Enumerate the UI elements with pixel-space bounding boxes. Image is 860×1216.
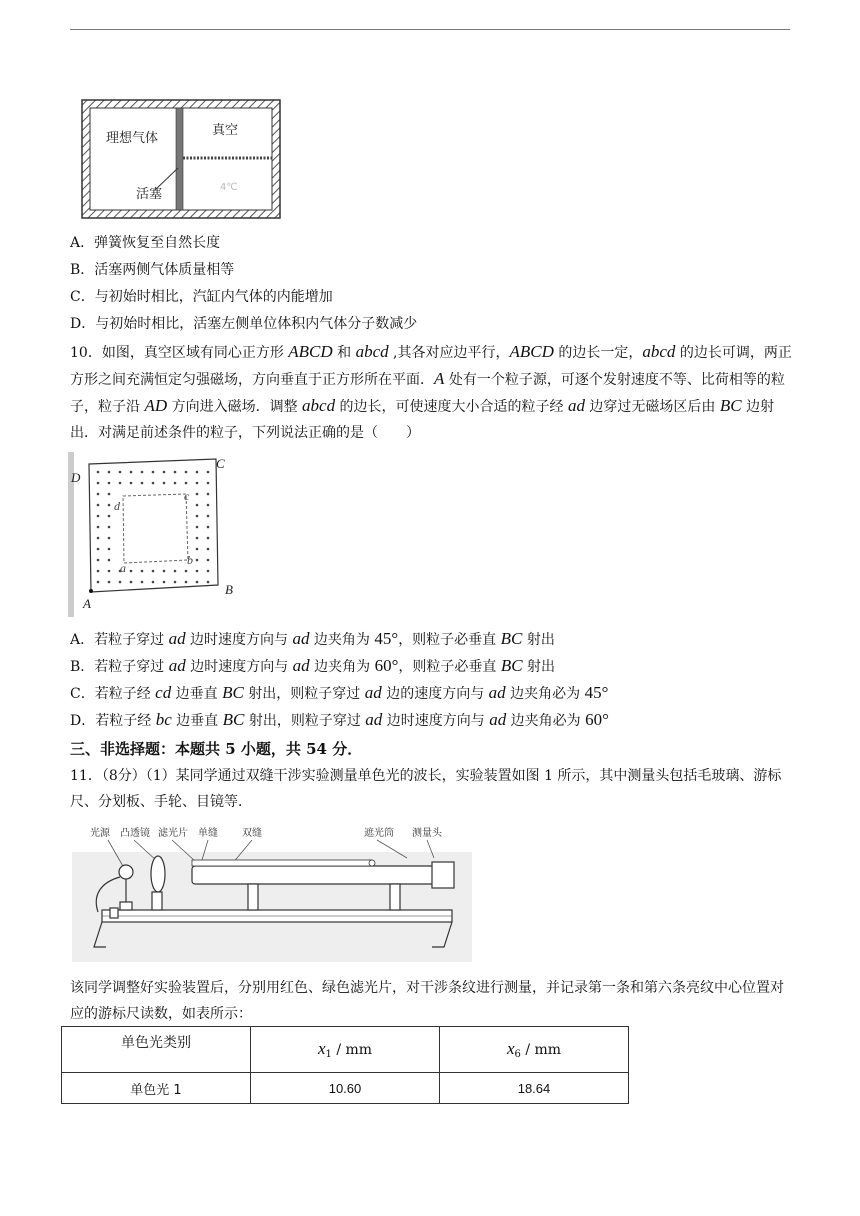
field-dot [207,471,210,474]
q9-option-c: C．与初始时相比，汽缸内气体的内能增加 [70,289,333,305]
field-dot [185,581,188,584]
field-dot [108,548,111,551]
field-dot [163,581,166,584]
header-rule [70,29,790,30]
field-dot [207,537,210,540]
field-dot [108,559,111,562]
label-measuring-head: 测量头 [412,828,442,839]
gas-cylinder-figure [80,98,285,223]
readings-table [61,1026,629,1104]
field-dot [108,482,111,485]
field-dot [108,537,111,540]
label-A: A [83,596,91,611]
vacuum-label: 真空 [212,123,239,138]
field-dot [97,559,100,562]
q11-table-intro: 该同学调整好实验装置后，分别用红色、绿色滤光片，对干涉条纹进行测量，并记录第一条和第六条亮纹中心位置对应的游标尺读数，如表所示： [70,980,784,1022]
label-b: b [187,553,193,567]
field-dot [185,570,188,573]
field-dot [196,559,199,562]
field-dot [130,482,133,485]
field-dot [108,493,111,496]
field-dot [97,482,100,485]
label-double-slit: 双缝 [242,828,262,839]
field-dot [108,570,111,573]
field-dot [196,504,199,507]
label-c: c [184,489,190,503]
field-dot [196,581,199,584]
field-dot [141,471,144,474]
gas-label: 理想气体 [106,131,159,146]
header-light-type: 单色光类别 [62,1027,251,1073]
field-dot [196,515,199,518]
double-slit-apparatus-figure [72,822,472,962]
field-dot [207,515,210,518]
label-filter: 滤光片 [158,828,188,839]
field-dot [108,471,111,474]
field-dot [207,559,210,562]
field-dot [163,482,166,485]
field-dot [97,581,100,584]
table-row [62,1073,629,1104]
field-dot [163,471,166,474]
field-dot [97,493,100,496]
field-dot [130,581,133,584]
field-dot [108,581,111,584]
field-dot [97,537,100,540]
field-dot [207,504,210,507]
field-dot [97,515,100,518]
field-dot [207,526,210,529]
field-dot [207,482,210,485]
field-dot [196,537,199,540]
field-dot [174,471,177,474]
field-dot [174,482,177,485]
header-x1: $x_1$ / mm [251,1027,440,1073]
field-dot [97,548,100,551]
field-dot [97,526,100,529]
q9-option-b: B．活塞两侧气体质量相等 [70,262,235,278]
q9-option-a: A．弹簧恢复至自然长度 [70,235,221,251]
field-dot [196,493,199,496]
label-C: C [216,456,225,471]
q10-option-d: D．若粒子经 bc 边垂直 BC 射出，则粒子穿过 ad 边时速度方向与 ad 边夹角必为 60° [70,710,609,729]
label-lens: 凸透镜 [120,828,150,839]
q9-option-d: D．与初始时相比，活塞左侧单位体积内气体分子数减少 [70,316,418,332]
field-dot [152,482,155,485]
field-dot [207,570,210,573]
q10-option-c: C．若粒子经 cd 边垂直 BC 射出，则粒子穿过 ad 边的速度方向与 ad 边夹角必为 45° [70,683,609,702]
field-dot [207,493,210,496]
field-dot [196,548,199,551]
field-dot [185,482,188,485]
field-dot [108,515,111,518]
field-dot [196,526,199,529]
field-dot [152,471,155,474]
field-dot [130,570,133,573]
field-dot [119,581,122,584]
label-light-source: 光源 [90,828,110,839]
field-dot [108,504,111,507]
field-dot [108,526,111,529]
q11-stem: 11．（8分）（1）某同学通过双缝干涉实验测量单色光的波长，实验装置如图 1 所示，其中测量头包括毛玻璃、游标尺、分划板、手轮、目镜等． [70,768,782,810]
field-dot [119,482,122,485]
inner-square [123,494,188,563]
q10-option-b: B．若粒子穿过 ad 边时速度方向与 ad 边夹角为 60°，则粒子必垂直 BC 射出 [70,656,556,675]
field-dot [196,471,199,474]
label-single-slit: 单缝 [198,828,218,839]
q10-stem: 10．如图，真空区域有同心正方形 ABCD 和 abcd ,其各对应边平行，ABCD 的边长一定，abcd 的边长可调，两正方形之间充满恒定匀强磁场，方向垂直于正方形所在平面．A 处有一个粒子源，可逐个发射速度不等、比荷相等的粒子，粒子沿 AD 方向进入磁场．调整 abcd 的边长，可使速度大小合适的粒子经 ad 边穿过无磁场区后由 BC 边射出．对满足前述条件的粒子，下列说法正确的是（ ） [70,342,792,441]
field-dot [174,581,177,584]
field-dot [196,482,199,485]
temperature-mark: 4℃ [220,182,238,193]
section-3-heading: 三、非选择题：本题共 5 小题，共 54 分． [70,740,363,758]
field-dot [196,570,199,573]
label-a: a [120,561,126,575]
field-dot [97,570,100,573]
cell-x6: 18.64 [440,1073,629,1104]
field-dot [97,471,100,474]
cell-light-type: 单色光 1 [62,1073,251,1104]
concentric-squares-figure [66,452,246,617]
piston [176,108,183,210]
table-header-row [62,1027,629,1073]
field-dot [141,581,144,584]
field-dot [207,581,210,584]
field-dot [185,471,188,474]
label-B: B [225,582,233,597]
q10-option-a: A．若粒子穿过 ad 边时速度方向与 ad 边夹角为 45°，则粒子必垂直 BC 射出 [70,629,555,648]
field-dot [152,581,155,584]
piston-label: 活塞 [136,187,163,202]
field-dot [141,570,144,573]
field-dot [152,570,155,573]
field-dot [97,504,100,507]
header-x6: $x_6$ / mm [440,1027,629,1073]
label-d: d [114,499,120,513]
cell-x1: 10.60 [251,1073,440,1104]
field-dot [130,471,133,474]
field-dot [141,482,144,485]
field-dot [207,548,210,551]
label-shade-tube: 遮光筒 [364,828,394,839]
label-D: D [71,470,81,485]
field-dot [163,570,166,573]
field-dot [174,570,177,573]
field-dot [119,471,122,474]
